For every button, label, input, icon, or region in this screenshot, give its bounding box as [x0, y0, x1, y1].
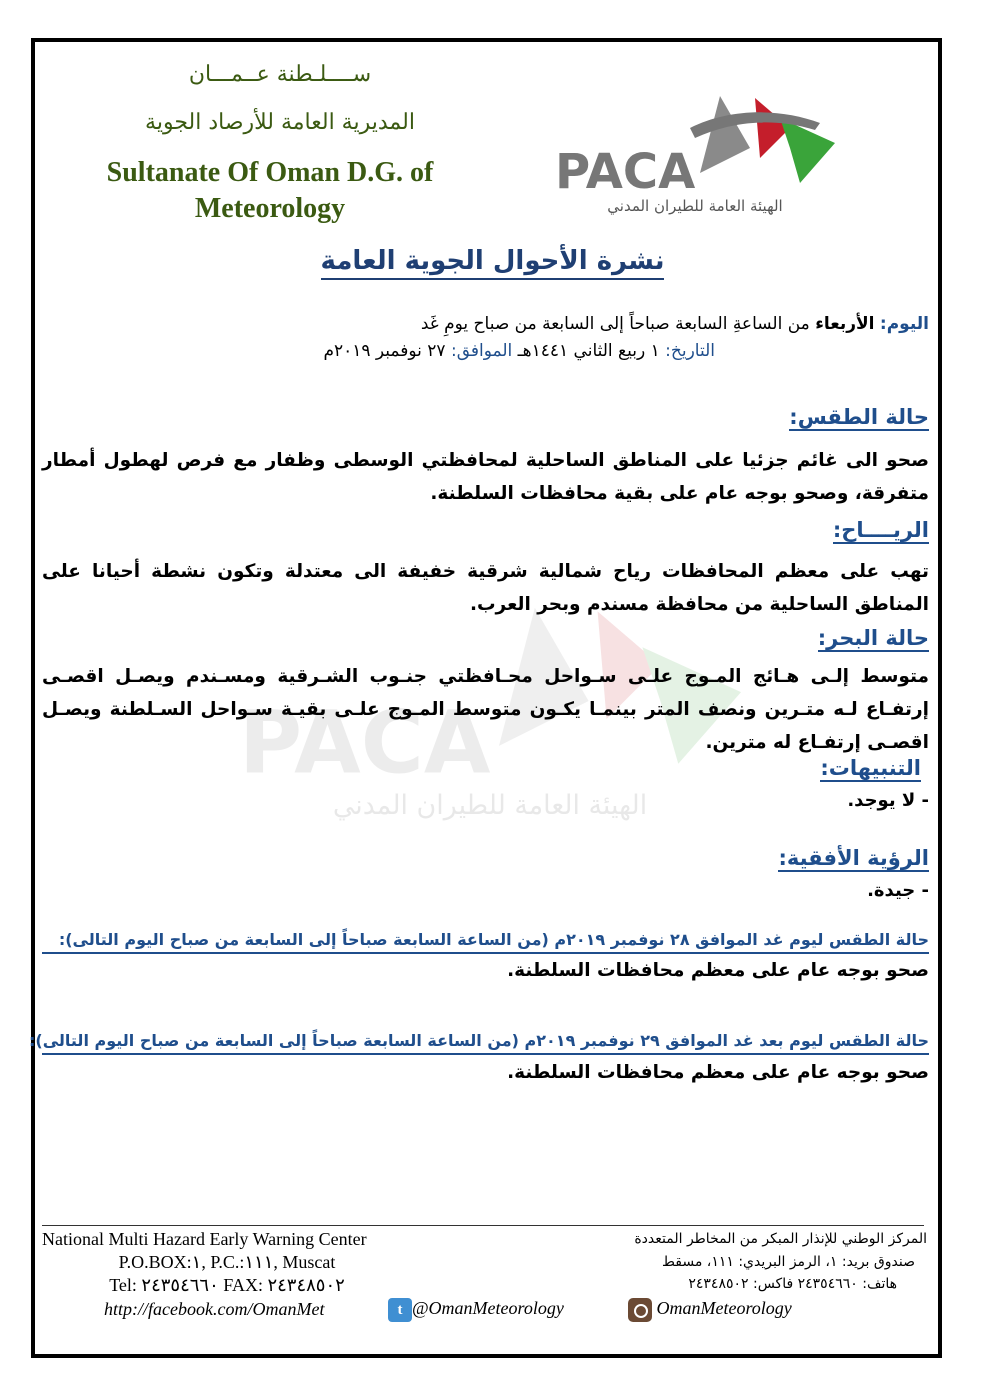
sea-text: متوسط إلـى هـائج المـوج علـى سـواحل محـافظتي جنـوب الشـرقية ومسـندم ويصـل اقصـى إرتفـاع لـه متـرين ونصف المتر بينمـا يكـون متوسط المـوج علـى بقيـة سـواحل السـلطنة ويصـل اقصـى إرتفـاع له مترين. [42, 666, 929, 753]
logo-text: PACA [555, 144, 696, 200]
logo-subtitle: الهيئة العامة للطيران المدني [607, 197, 783, 215]
watermark-logo-text: PACA [238, 693, 491, 794]
twitter-link[interactable]: t @OmanMeteorology [388, 1298, 564, 1322]
twitter-icon: t [388, 1298, 412, 1322]
forecast1-text: صحو بوجه عام على معظم محافظات السلطنة. [507, 960, 929, 981]
forecast2-heading: حالة الطقس ليوم بعد غد الموافق ٢٩ نوفمبر ٢٠١٩م (من الساعة السابعة صباحاً إلى السابعة من صباح اليوم التالى): [42, 1029, 929, 1055]
header-en-line2: Meteorology [194, 193, 346, 224]
footer-center-name: National Multi Hazard Early Warning Center [42, 1229, 367, 1249]
forecast2-text: صحو بوجه عام على معظم محافظات السلطنة. [507, 1062, 929, 1083]
winds-text: تهب على معظم المحافظات رياح شمالية شرقية خفيفة الى معتدلة وتكون نشطة أحيانا على المناطق الساحلية من محافظة مسندم وبحر العرب. [42, 561, 929, 615]
header-ar-country: ســــلـطنة عــمـــان [188, 62, 372, 87]
header-ar-directorate: المديرية العامة للأرصاد الجوية [145, 110, 415, 135]
footer-ar-tel-fax: هاتف: ٢٤٣٥٤٦٦٠ فاكس: ٢٤٣٤٨٥٠٢ [688, 1276, 897, 1292]
footer-divider [42, 1225, 924, 1226]
weather-heading: حالة الطقس: [789, 405, 929, 429]
forecast1-heading: حالة الطقس ليوم غد الموافق ٢٨ نوفمبر ٢٠١٩م (من الساعة السابعة صباحاً إلى السابعة من صباح اليوم التالى): [42, 928, 929, 954]
watermark-logo-subtitle: الهيئة العامة للطيران المدني [332, 790, 648, 821]
header-en-line1: Sultanate Of Oman D.G. of [106, 157, 434, 188]
sea-heading: حالة البحر: [817, 626, 929, 650]
warnings-text: - لا يوجد. [847, 790, 929, 811]
footer-ar-center-name: المركز الوطني للإنذار المبكر من المخاطر المتعددة [634, 1231, 927, 1247]
instagram-icon [628, 1298, 652, 1322]
visibility-heading: الرؤية الأفقية: [778, 846, 929, 870]
paca-logo [550, 88, 840, 218]
footer-ar-pobox: صندوق بريد: ١، الرمز البريدي: ١١١، مسقط [662, 1254, 915, 1270]
instagram-link[interactable]: OmanMeteorology [628, 1298, 792, 1322]
day-line: اليوم: الأربعاء من الساعةِ السابعة صباحاً إلى السابعة من صباح يومِ غَد [420, 314, 929, 334]
footer-pobox: P.O.BOX:١, P.C.:١١١, Muscat [118, 1252, 336, 1272]
warnings-heading: التنبيهات: [820, 756, 921, 780]
bulletin-title: نشرة الأحوال الجوية العامة [0, 246, 985, 276]
winds-heading: الريــــاح: [832, 518, 929, 542]
facebook-link[interactable]: http://facebook.com/OmanMet [104, 1299, 325, 1319]
footer-tel-fax: Tel: ٢٤٣٥٤٦٦٠ FAX: ٢٤٣٤٨٥٠٢ [109, 1275, 345, 1295]
date-line: التاريخ: ١ ربيع الثاني ١٤٤١هـ الموافق: ٢٧ نوفمبر ٢٠١٩م [323, 341, 715, 361]
weather-text: صحو الى غائم جزئيا على المناطق الساحلية لمحافظتي الوسطى وظفار مع فرص لهطول أمطار متفرقة، وصحو بوجه عام على بقية محافظات السلطنة. [42, 450, 929, 504]
visibility-text: - جيدة. [867, 880, 929, 901]
